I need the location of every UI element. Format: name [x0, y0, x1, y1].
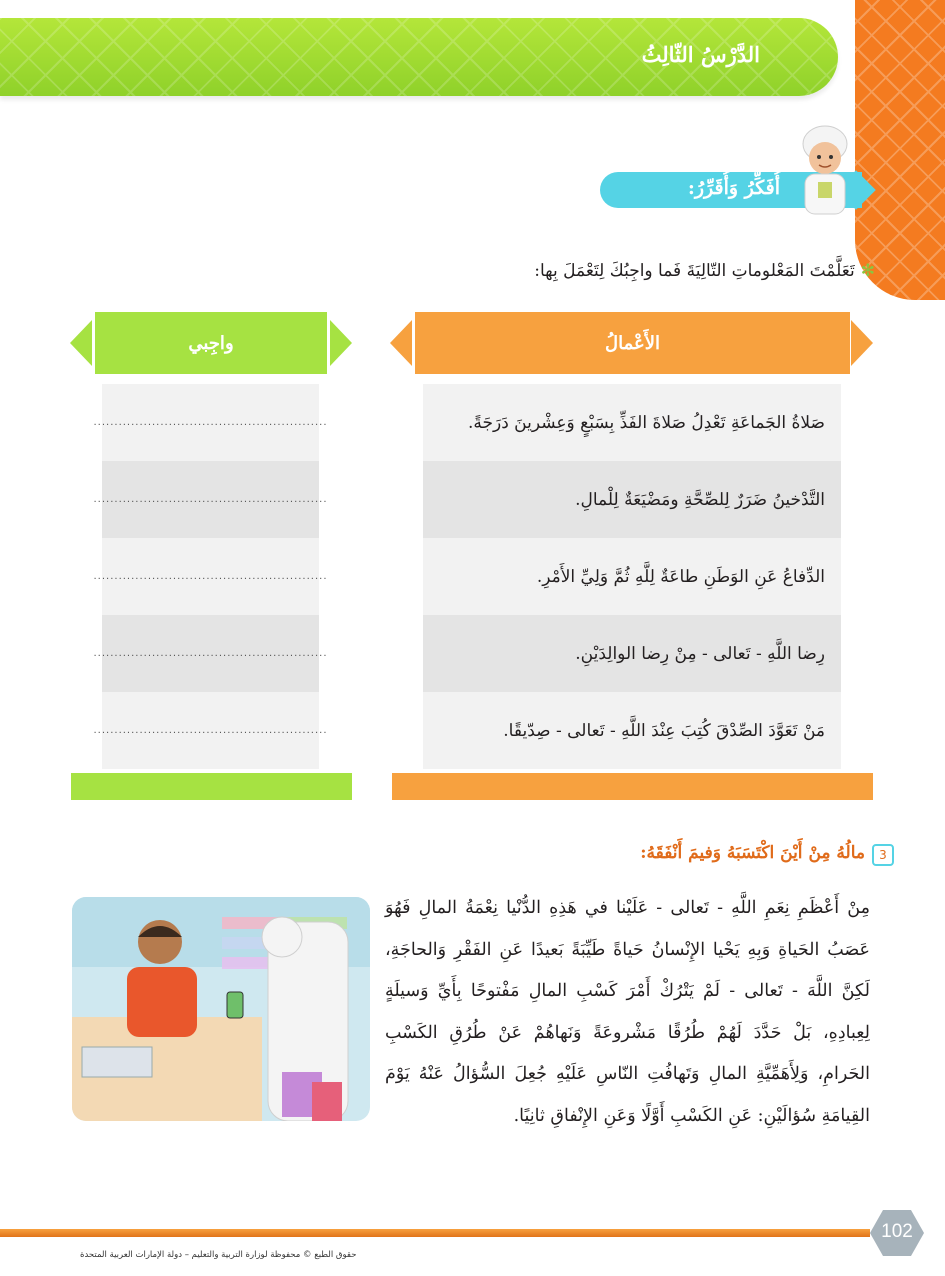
student-character-illustration	[790, 122, 860, 218]
section-number-badge: 3	[872, 844, 894, 866]
duty-answer-field[interactable]: ........................................................	[102, 538, 319, 615]
action-cell: صَلاةُ الجَماعَةِ تَعْدِلُ صَلاةَ الفَذِّ بِسَبْعٍ وَعِشْرينَ دَرَجَةً.	[423, 384, 841, 461]
duty-answer-field[interactable]: ........................................................	[102, 615, 319, 692]
green-tab-left	[70, 320, 92, 366]
green-tab-right	[330, 320, 352, 366]
actions-column-footer	[392, 773, 873, 800]
table-row	[0, 384, 945, 461]
lesson-title: الدَّرْسُ الثّالِثُ	[641, 42, 760, 67]
orange-tab-right	[851, 320, 873, 366]
action-cell: التَّدْخينُ ضَرَرٌ لِلصِّحَّةِ ومَضْيَعَةٌ لِلْمالِ.	[423, 461, 841, 538]
duty-column-footer	[71, 773, 352, 800]
orange-tab-left	[390, 320, 412, 366]
section-paragraph: مِنْ أَعْظَمِ نِعَمِ اللَّهِ - تَعالى - عَلَيْنا في هَذِهِ الدُّنْيا نِعْمَةُ المالِ فَهُوَ عَصَبُ الحَياةِ وَبِهِ يَحْيا الإِنْسانُ حَياةً طَيِّبَةً بَعيدًا عَنِ الفَقْرِ وَالحاجَةِ، لَكِنَّ اللَّهَ - تَعالى - لَمْ يَتْرُكْ أَمْرَ كَسْبِ المالِ مَفْتوحًا بِأَيِّ وَسيلَةٍ لِعِبادِهِ، بَلْ حَدَّدَ لَهُمْ طُرُقًا مَشْروعَةً وَنَهاهُمْ عَنْ طُرُقِ الكَسْبِ الحَرامِ، وَلِأَهَمِّيَّةِ المالِ وَتَهافُتِ النّاسِ عَلَيْهِ جُعِلَ السُّؤالُ عَنْهُ يَوْمَ القِيامَةِ سُؤالَيْنِ: عَنِ الكَسْبِ أَوَّلًا وَعَنِ الإِنْفاقِ ثانِيًا.	[385, 898, 870, 1126]
duty-answer-field[interactable]: ........................................................	[102, 692, 319, 769]
page-number: 102	[881, 1221, 913, 1242]
duty-answer-field[interactable]: ........................................................	[102, 384, 319, 461]
duty-column-header: واجِبي	[95, 312, 327, 374]
copyright-notice: حقوق الطبع © محفوظة لوزارة التربية والتعليم – دولة الإمارات العربية المتحدة	[80, 1250, 357, 1260]
action-cell: الدِّفاعُ عَنِ الوَطَنِ طاعَةٌ لِلَّهِ ثُمَّ وَلِيِّ الأَمْرِ.	[423, 538, 841, 615]
table-row	[0, 461, 945, 538]
intro-instruction	[534, 261, 875, 281]
table-row	[0, 538, 945, 615]
duty-answer-field[interactable]: ........................................................	[102, 461, 319, 538]
action-cell: مَنْ تَعَوَّدَ الصِّدْقَ كُتِبَ عِنْدَ اللَّهِ - تَعالى - صِدّيقًا.	[423, 692, 841, 769]
actions-column-header: الأَعْمالُ	[415, 312, 850, 374]
table-row	[0, 615, 945, 692]
action-cell: رِضا اللَّهِ - تَعالى - مِنْ رِضا الوالِدَيْنِ.	[423, 615, 841, 692]
footer-divider	[0, 1229, 870, 1237]
shop-transaction-illustration	[72, 897, 370, 1121]
star-icon: ✻	[860, 261, 875, 281]
intro-text: تَعَلَّمْتَ المَعْلوماتِ التّالِيَةَ فَما واجِبُكَ لِتَعْمَلَ بِها:	[534, 261, 855, 281]
table-row	[0, 692, 945, 769]
section-title: مالُهُ مِنْ أَيْنَ اكْتَسَبَهُ وَفيمَ أَنْفَقَهُ:	[640, 843, 865, 863]
decorative-orange-band	[855, 0, 945, 300]
think-banner-label: أُفَكِّرُ وَأُقَرِّرُ:	[687, 177, 780, 199]
